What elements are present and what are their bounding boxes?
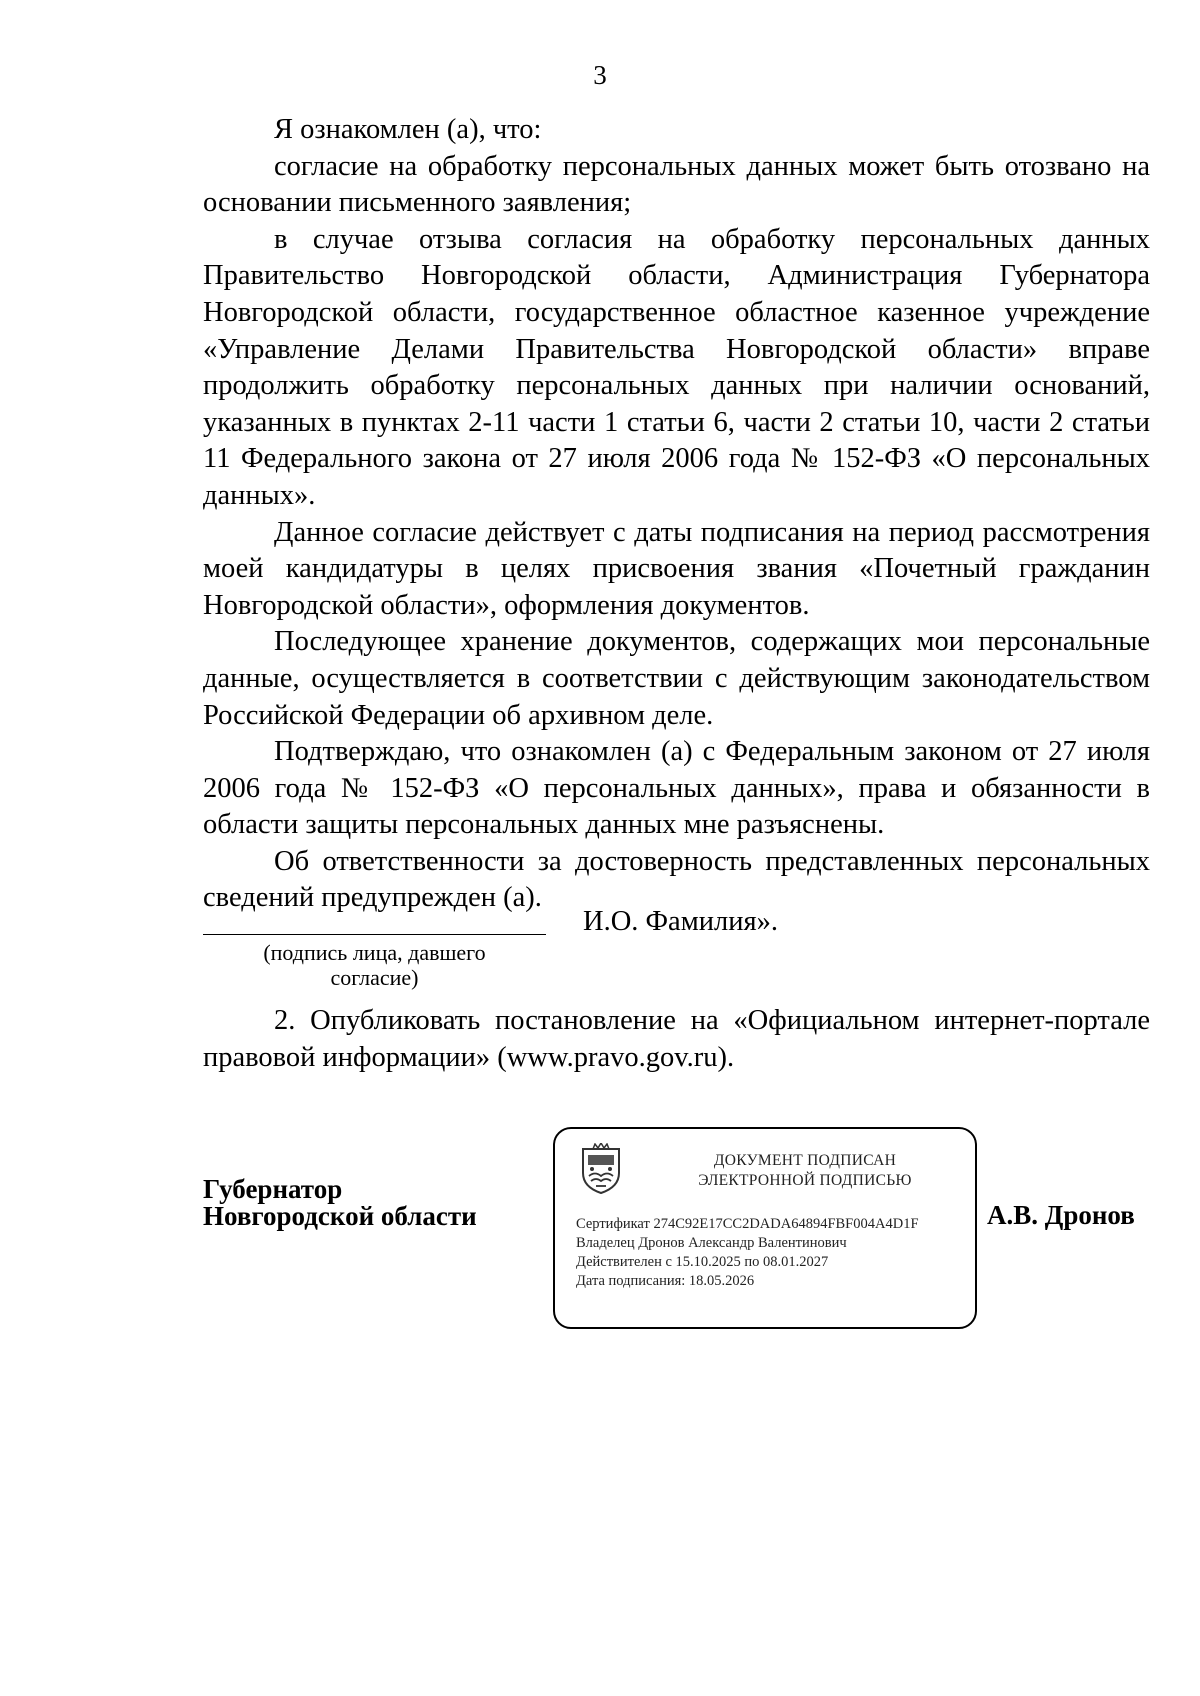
- signing-date: Дата подписания: 18.05.2026: [576, 1273, 755, 1289]
- certificate-owner: Владелец Дронов Александр Валентинович: [576, 1235, 847, 1251]
- governor-title-line: Новгородской области: [203, 1201, 477, 1231]
- signature-caption: [203, 940, 546, 990]
- governor-title-line: Губернатор: [203, 1174, 343, 1204]
- signer-placeholder-name: И.О. Фамилия».: [583, 906, 778, 937]
- responsibility-clause: Об ответственности за достоверность представленных персональных сведений предупрежден (а).: [203, 845, 1150, 914]
- acknowledgement-intro: Я ознакомлен (а), что:: [274, 114, 542, 145]
- withdrawal-clause: согласие на обработку персональных данных может быть отозвано на основании письменного заявления;: [203, 150, 1150, 219]
- storage-clause: Последующее хранение документов, содержащих мои персональные данные, осуществляется в соответствии с действующим законодательством Российской Федерации об архивном деле.: [203, 626, 1150, 731]
- novgorod-coat-of-arms-icon: [579, 1143, 623, 1195]
- page-number: 3: [593, 60, 607, 90]
- certificate-number: Сертификат 274C92E17CC2DADA64894FBF004A4D1F: [576, 1216, 919, 1232]
- signature-caption-line: (подпись лица, давшего: [263, 940, 486, 965]
- stamp-details: [576, 1215, 971, 1291]
- certificate-validity: Действителен с 15.10.2025 по 08.01.2027: [576, 1254, 829, 1270]
- publication-clause: [203, 1003, 1150, 1076]
- continued-processing-clause: в случае отзыва согласия на обработку персональных данных Правительство Новгородской области, Администрация Губернатора Новгородской области, государственное областное казенное учреждение «Управление Делами Правительства Новгородской области» вправе продолжить обработку персональных данных при наличии оснований, указанных в пунктах 2-11 части 1 статьи 6, части 2 статьи 10, части 2 статьи 11 Федерального закона от 27 июля 2006 года № 152-ФЗ «О персональных данных».: [203, 223, 1150, 511]
- signature-caption-line: согласие): [330, 965, 419, 990]
- confirmation-clause: Подтверждаю, что ознакомлен (а) с Федеральным законом от 27 июля 2006 года № 152-ФЗ «О персональных данных», права и обязанности в области защиты персональных данных мне разъяснены.: [203, 736, 1150, 841]
- publication-paragraph: 2. Опубликовать постановление на «Официальном интернет-портале правовой информации» (www.pravo.gov.ru).: [203, 1005, 1150, 1073]
- consent-signature-block: [203, 904, 1150, 1014]
- stamp-heading-line: ЭЛЕКТРОННОЙ ПОДПИСЬЮ: [698, 1172, 912, 1189]
- governor-title: [203, 1176, 477, 1230]
- signature-line: [203, 934, 546, 935]
- governor-signer-name: А.В. Дронов: [987, 1200, 1135, 1230]
- validity-clause: Данное согласие действует с даты подписания на период рассмотрения моей кандидатуры в целях присвоения звания «Почетный гражданин Новгородской области», оформления документов.: [203, 516, 1150, 621]
- electronic-signature-stamp: [553, 1127, 977, 1329]
- stamp-heading: [655, 1151, 955, 1191]
- consent-text: [203, 112, 1150, 917]
- stamp-heading-line: ДОКУМЕНТ ПОДПИСАН: [713, 1152, 897, 1169]
